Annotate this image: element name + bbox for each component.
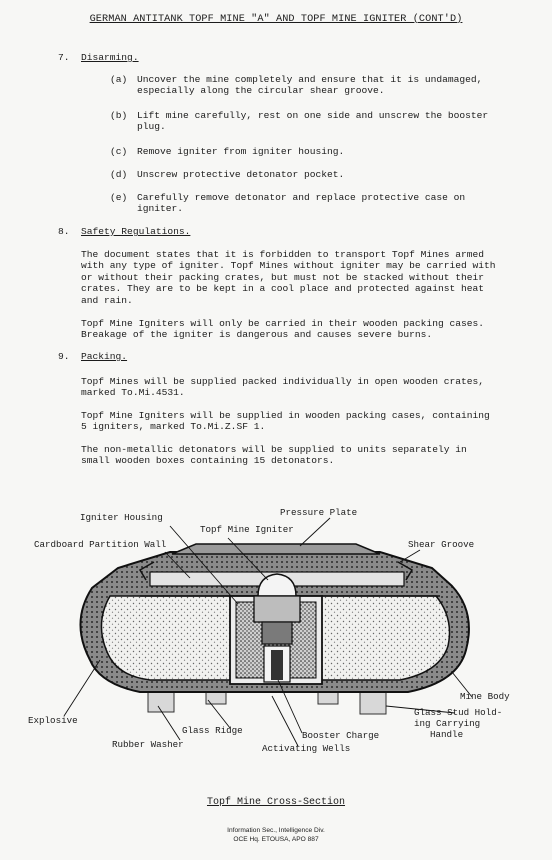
label-shear-groove: Shear Groove	[408, 539, 475, 550]
label-glass-stud-line-2: ing Carrying	[414, 718, 481, 729]
label-cardboard-partition-wall: Cardboard Partition Wall	[34, 539, 167, 550]
label-mine-body: Mine Body	[460, 691, 510, 702]
label-glass-ridge: Glass Ridge	[182, 725, 243, 736]
section-9-number: 9.	[58, 351, 70, 362]
section-8-number: 8.	[58, 226, 70, 237]
footer-line-1: Information Sec., Intelligence Div.	[227, 827, 325, 834]
item-7c-text: Remove igniter from igniter housing.	[137, 146, 345, 157]
footer-line-2: OCE Hq. ETOUSA, APO 887	[233, 836, 319, 843]
pressure-plate	[172, 544, 380, 554]
section-9-heading: Packing.	[81, 351, 128, 362]
mine-cross-section-figure	[0, 500, 552, 770]
section-8-paragraph-1: The document states that it is forbidden to transport Topf Mines armed with any type of igniter. Topf Mines without igniter may be carried with or without their packing crates, but must not be stacked without their crates. They are to be kept in a cool place and protected against heat and rain.	[81, 249, 496, 306]
section-8-heading: Safety Regulations.	[81, 226, 191, 237]
item-7d-letter: (d)	[110, 169, 128, 180]
label-glass-stud-line-1: Glass Stud Hold-	[414, 707, 503, 718]
item-7b-letter: (b)	[110, 110, 128, 121]
item-7b-text: Lift mine carefully, rest on one side and unscrew the booster plug.	[137, 110, 489, 133]
label-topf-mine-igniter: Topf Mine Igniter	[200, 524, 294, 535]
label-pressure-plate: Pressure Plate	[280, 507, 358, 518]
section-7-number: 7.	[58, 52, 70, 63]
section-9-paragraph-2: Topf Mine Igniters will be supplied in wooden packing cases, containing 5 igniters, marked To.Mi.Z.SF 1.	[81, 410, 490, 433]
item-7c-letter: (c)	[110, 146, 128, 157]
page-title: GERMAN ANTITANK TOPF MINE "A" AND TOPF MINE IGNITER (CONT'D)	[89, 14, 463, 25]
label-igniter-housing: Igniter Housing	[80, 512, 163, 523]
label-glass-stud-line-3: Handle	[430, 729, 464, 740]
item-7e-letter: (e)	[110, 192, 128, 203]
item-7d-text: Unscrew protective detonator pocket.	[137, 169, 345, 180]
section-9-paragraph-1: Topf Mines will be supplied packed individually in open wooden crates, marked To.Mi.4531.	[81, 376, 485, 399]
section-9-paragraph-3: The non-metallic detonators will be supplied to units separately in small wooden boxes containing 15 detonators.	[81, 444, 467, 467]
label-rubber-washer: Rubber Washer	[112, 739, 184, 750]
label-explosive: Explosive	[28, 715, 78, 726]
item-7a-text: Uncover the mine completely and ensure that it is undamaged, especially along the circular shear groove.	[137, 74, 483, 97]
section-8-paragraph-2: Topf Mine Igniters will only be carried in their wooden packing cases. Breakage of the igniter is dangerous and causes severe burns.	[81, 318, 485, 341]
item-7e-text: Carefully remove detonator and replace protective case on igniter.	[137, 192, 466, 215]
item-7a-letter: (a)	[110, 74, 128, 85]
label-booster-charge: Booster Charge	[302, 730, 380, 741]
label-activating-wells: Activating Wells	[262, 743, 351, 754]
section-7-heading: Disarming.	[81, 52, 139, 63]
figure-caption: Topf Mine Cross-Section	[206, 797, 346, 808]
